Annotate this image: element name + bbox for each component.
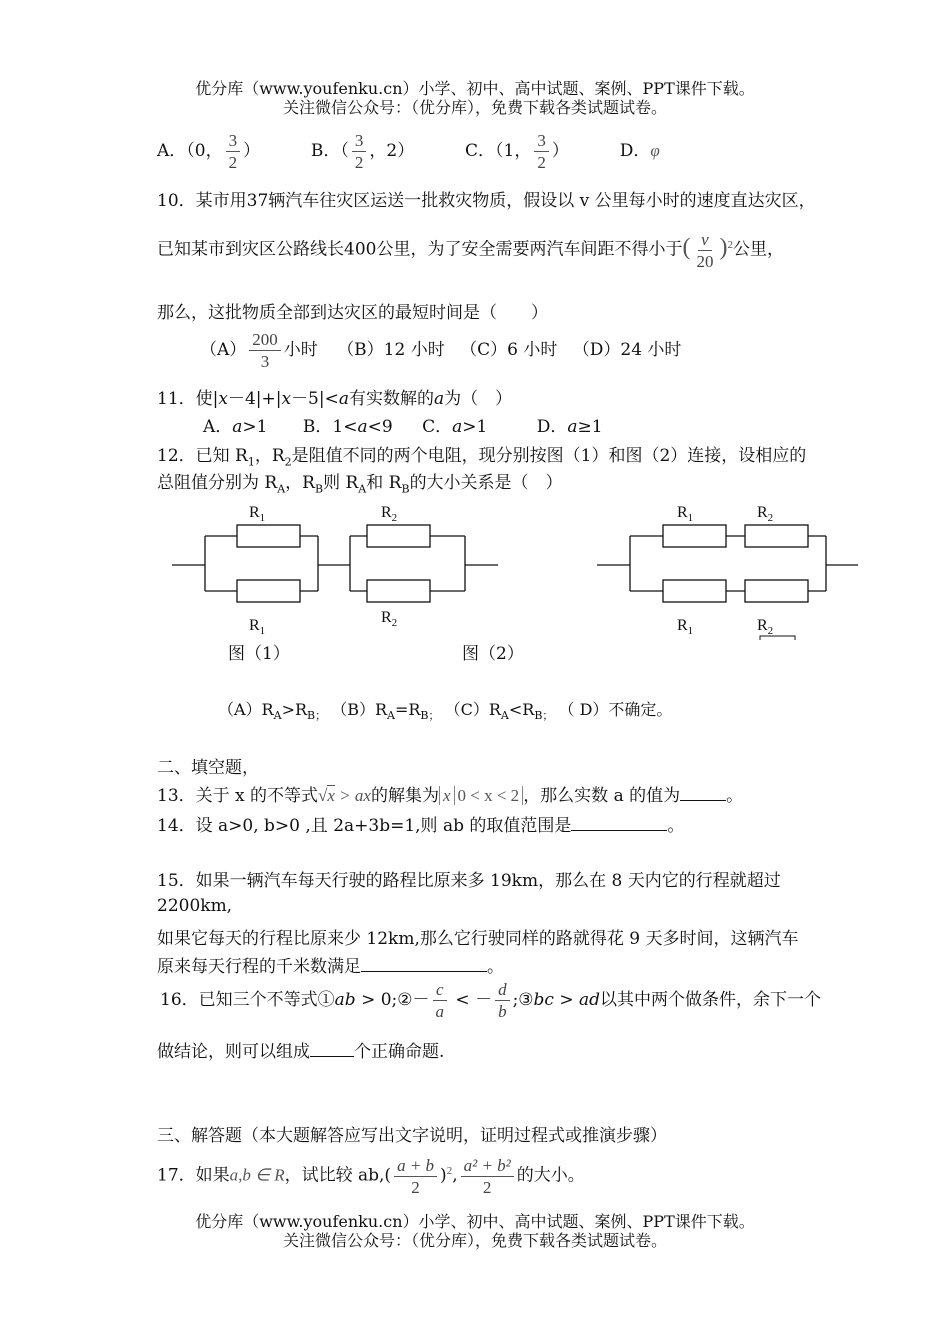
section-3-title: 三、解答题（本大题解答应写出文字说明，证明过程式或推演步骤） [157,1126,667,1146]
q14: 14．设 a>0, b>0 ,且 2a+3b=1,则 ab 的取值范围是 。 [157,816,685,836]
q11-stem: 11．使|x－4|+|x－5|<a有实数解的a为（ ） [157,389,513,409]
q9-option-b: B．（ $\frac{3}{2}$ ，2） [310,131,415,172]
q16-line-2: 做结论，则可以组成 个正确命题. [157,1042,445,1062]
q12-line-1: 12．已知 $R_1$，$R_2$是阻值不同的两个电阻，现分别按图（1）和图（2）连接，设相应的 [157,446,807,469]
header-line-1: 优分库（www.youfenku.cn）小学、初中、高中试题、案例、PPT课件下载。 [195,79,755,98]
resistor-r1-lower [663,580,726,602]
label-r2-bottom: $R_2$ [381,609,398,629]
label-r1-top: $R_1$ [249,504,266,524]
footer-line-2: 关注微信公众号：（优分库），免费下载各类试题试卷。 [282,1231,667,1250]
label-r2-top: $R_2$ [381,504,398,524]
q10-line-3: 那么，这批物质全部到达灾区的最短时间是（ ） [157,303,548,323]
q9-options [157,128,660,174]
resistor-r2-top [367,525,430,547]
circuit-figure-2 [597,525,858,640]
figure-1-label: 图（1） [228,644,290,664]
q15-line-2: 2200km, [157,896,233,916]
circuit-figure-1 [172,525,498,602]
q9-option-c: C．（1， $\frac{3}{2}$ ） [465,131,569,172]
q15-line-1: 15．如果一辆汽车每天行驶的路程比原来多 19km，那么在 8 天内它的行程就超过 [157,871,781,891]
resistor-r1-upper [663,525,726,547]
q12-options: $(A)R_A>R_{B;}$ $(B)R_A=R_{B;}$ $(C)R_A<R_{B;}$ （ D）不确定。 [218,700,673,723]
resistor-r2-bottom [367,580,430,602]
q12-line-2: 总阻值分别为 $R_A$，$R_B$则 $R_A$和 $R_B$的大小关系是（ ） [157,473,563,496]
q13: 13．关于 x 的不等式√x > ax的解集为 x 0 < x < 2 ，那么实数 a 的值为 。 [157,786,744,806]
q15-line-3: 如果它每天的行程比原来少 12km,那么它行驶同样的路就得花 9 天多时间，这辆汽车 [157,929,799,949]
q10-options: （A） $\frac{200}{3}$ 小时 （B）12 小时 （C）6 小时 （D）24 小时 [200,330,682,371]
header-line-2: 关注微信公众号：（优分库），免费下载各类试题试卷。 [282,98,667,117]
q10-line-2: 已知某市到灾区公路线长400公里，为了安全需要两汽车间距不得小于( $\frac{v}{20}$ )$^2$公里， [157,229,784,271]
label-r1-upper: $R_1$ [677,504,694,524]
label-r1-lower: $R_1$ [677,617,694,637]
q10-line-1: 10．某市用37辆汽车往灾区运送一批救灾物质，假设以 v 公里每小时的速度直达灾区， [157,191,816,211]
section-2-title: 二、填空题， [157,758,259,778]
q9-option-a: A．（0， $\frac{3}{2}$ ） [157,131,261,172]
q9-option-d: D．φ [619,141,660,161]
label-r2-upper: $R_2$ [757,504,774,524]
label-r1-bottom: $R_1$ [249,617,266,637]
q11-options: A．a>1 B．1<a<9 C．a>1 D．a≥1 [203,417,603,437]
q17: 17．如果a,b ∈ R，试比较 ab,( $\frac{a + b}{2}$ )$^2$, $\frac{\text{a² + b²}}{2}$ 的大小。 [157,1155,585,1197]
q16-line-1: 16．已知三个不等式①ab > 0;②－ $\frac{c}{a}$ < － $\frac{d}{b}$ ;③bc > ad以其中两个做条件，余下一个 [160,980,822,1021]
resistor-r2-lower [745,580,808,602]
figure-2-label: 图（2） [462,644,524,664]
q15-line-4: 原来每天行程的千米数满足 。 [157,957,504,977]
empty-set-symbol: φ [650,141,660,160]
footer-line-1: 优分库（www.youfenku.cn）小学、初中、高中试题、案例、PPT课件下载。 [195,1212,755,1231]
resistor-r1-top [237,525,300,547]
resistor-r1-bottom [237,580,300,602]
resistor-r2-upper [745,525,808,547]
label-r2-lower: $R_2$ [757,617,774,637]
